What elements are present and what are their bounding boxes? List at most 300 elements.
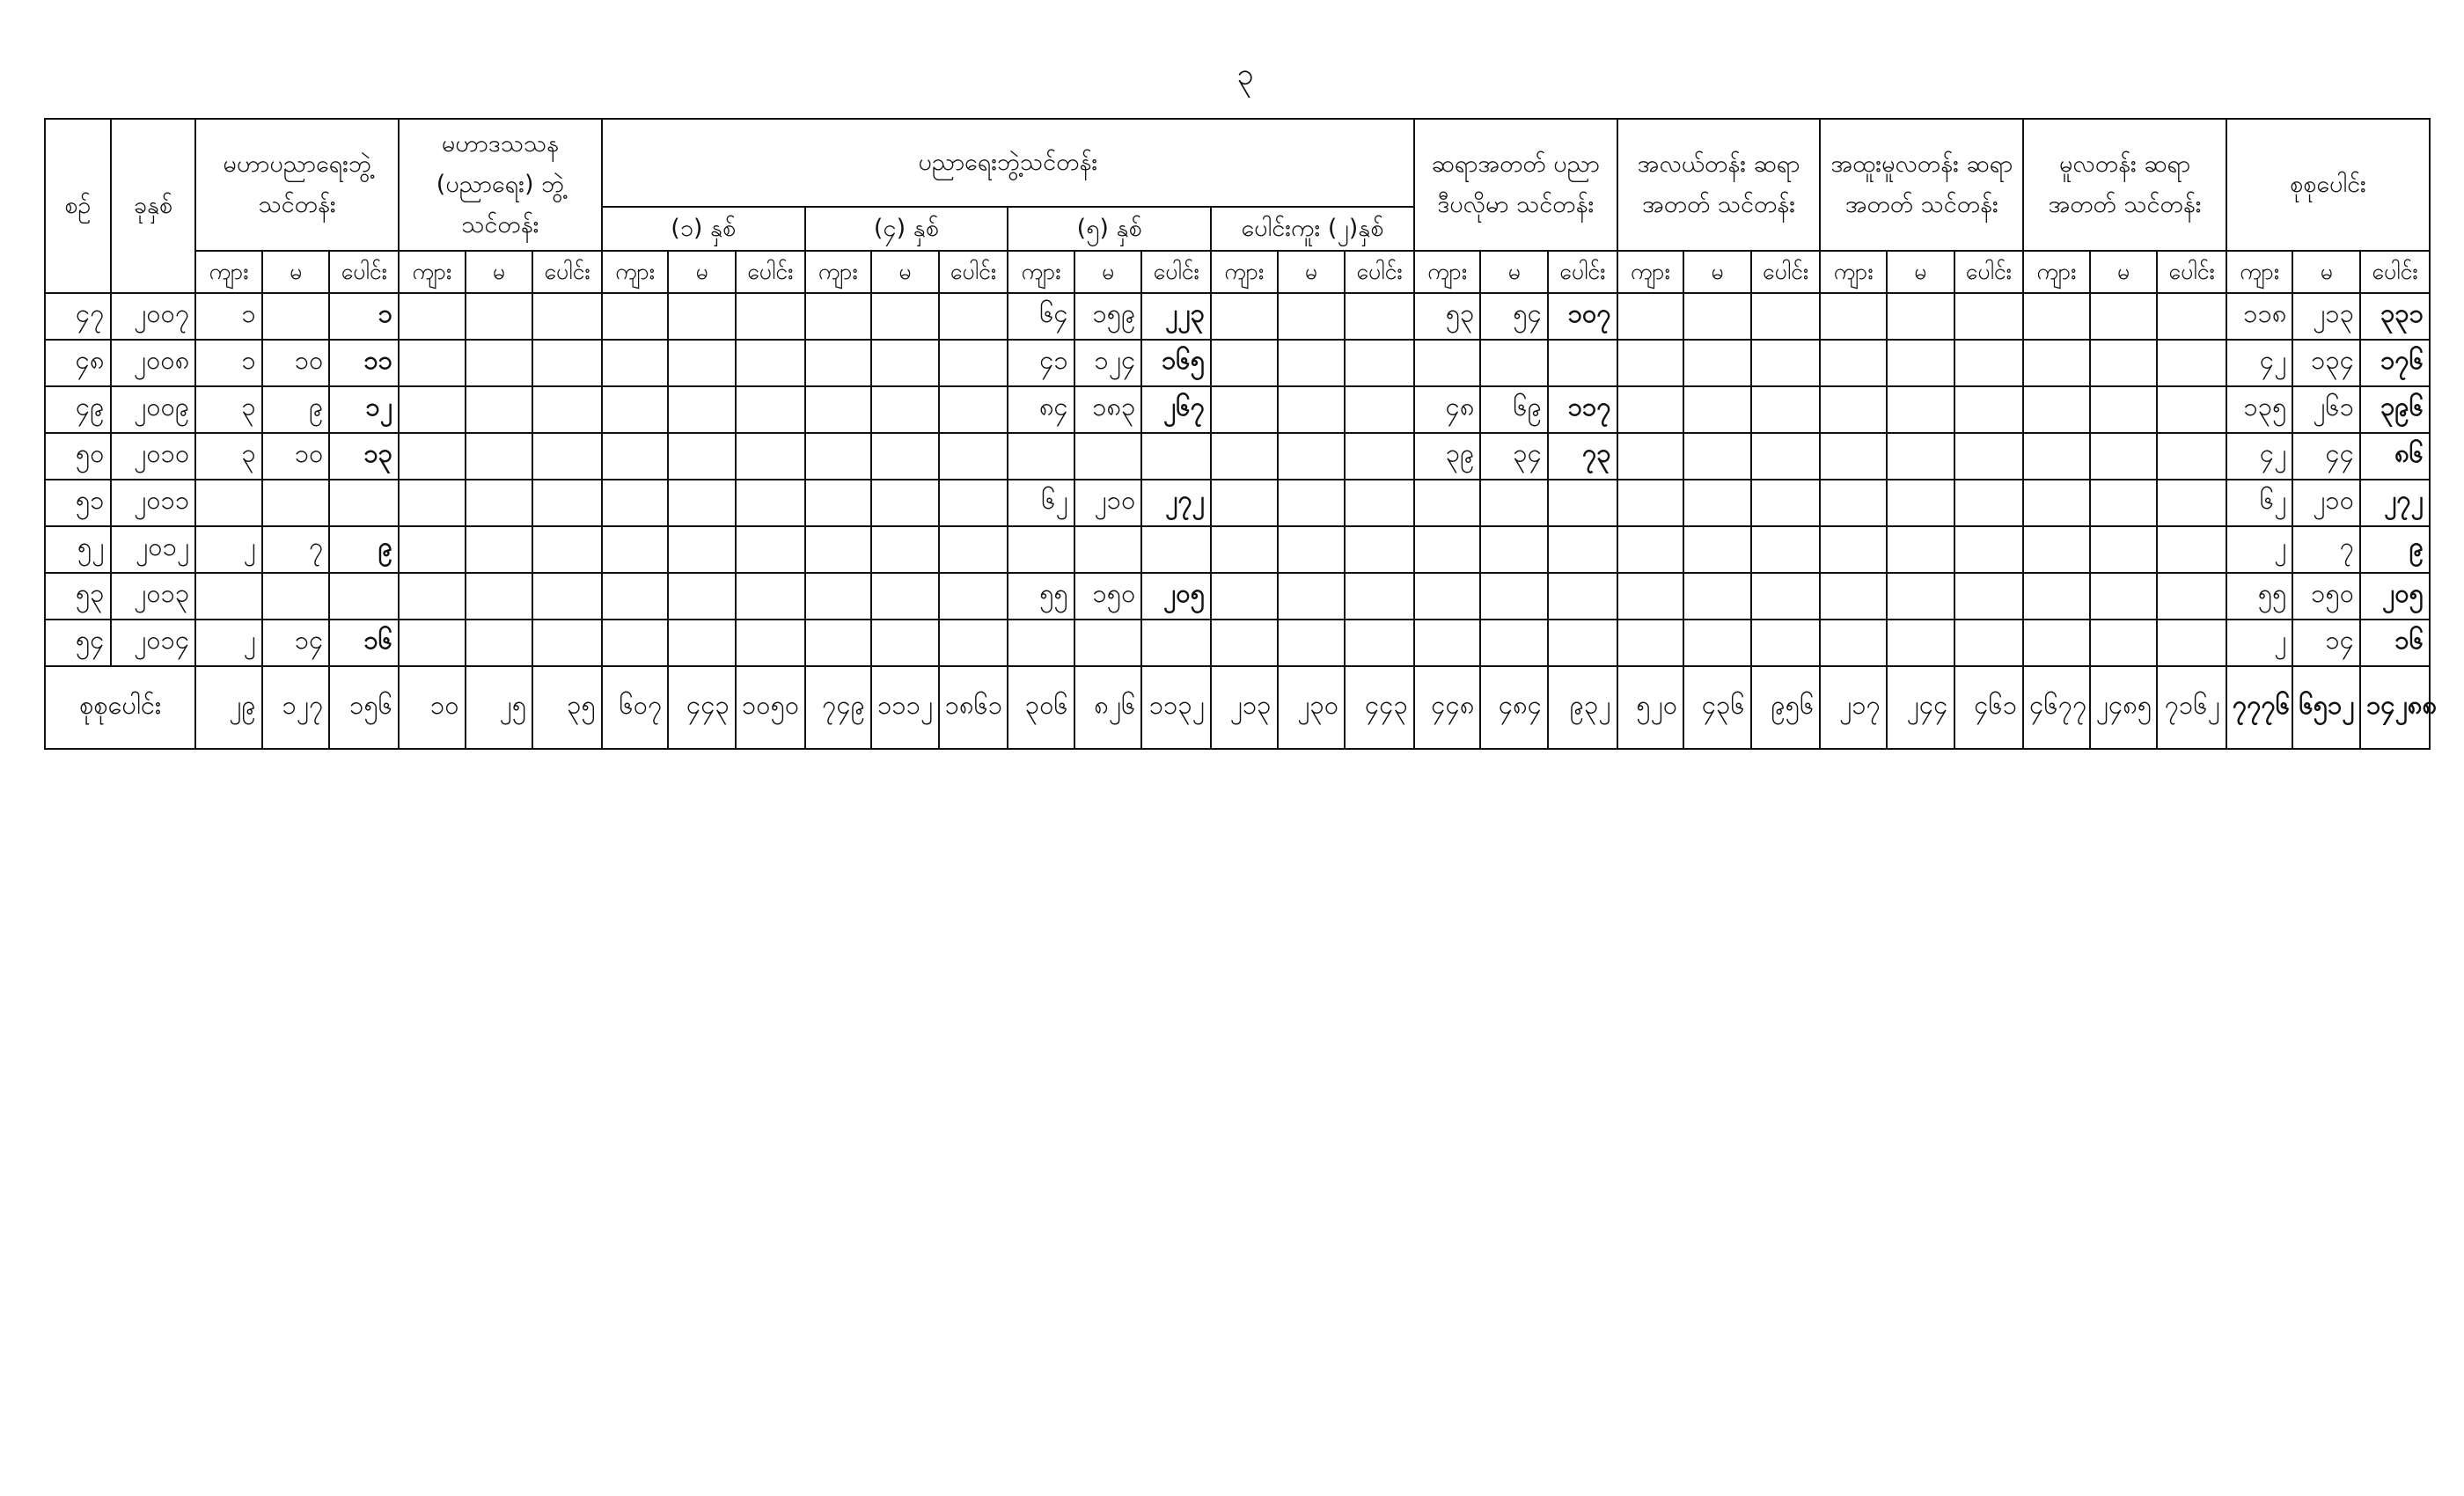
table-cell: [1345, 573, 1414, 620]
table-cell: [399, 620, 466, 666]
table-cell: [399, 293, 466, 340]
table-cell: ၇: [262, 526, 330, 573]
table-cell: [1008, 620, 1074, 666]
totals-cell: ၂၄၄: [1887, 666, 1954, 749]
table-cell: [1008, 433, 1074, 480]
table-cell: [2090, 526, 2158, 573]
table-cell: ၁၇၆: [2360, 340, 2430, 386]
table-cell: [1480, 620, 1548, 666]
header-total: ပေါင်း: [1548, 251, 1617, 293]
table-cell: [668, 526, 736, 573]
table-cell: [736, 433, 805, 480]
table-cell: [1820, 573, 1887, 620]
table-cell: [805, 620, 872, 666]
table-cell: [736, 386, 805, 433]
totals-cell: ၂၅: [466, 666, 533, 749]
table-cell: ၂၆၁: [2292, 386, 2360, 433]
table-cell: [1008, 526, 1074, 573]
table-cell: ၅၄: [1480, 293, 1548, 340]
header-grand-total: စုစုပေါင်း: [2226, 119, 2430, 251]
table-cell: ၃၄: [1480, 433, 1548, 480]
table-cell: [466, 433, 533, 480]
table-cell: [1954, 526, 2024, 573]
table-cell: [1548, 620, 1617, 666]
table-cell: [1480, 340, 1548, 386]
table-cell: [2090, 573, 2158, 620]
table-cell: [1074, 526, 1142, 573]
table-cell: [668, 480, 736, 526]
table-cell: [1548, 340, 1617, 386]
table-cell: [2090, 433, 2158, 480]
table-cell: [2023, 433, 2090, 480]
table-cell: ၁၃၅: [2226, 386, 2293, 433]
table-cell: [2157, 340, 2226, 386]
table-cell: [466, 386, 533, 433]
table-cell: [329, 480, 399, 526]
header-male: ကျား: [1617, 251, 1684, 293]
table-cell: [399, 526, 466, 573]
table-cell: [871, 480, 939, 526]
table-cell: [1548, 526, 1617, 573]
table-cell: ၁၄: [2292, 620, 2360, 666]
row-year: ၂၀၀၇: [111, 293, 196, 340]
table-cell: [532, 620, 602, 666]
table-cell: [1141, 620, 1211, 666]
table-cell: ၅၅: [1008, 573, 1074, 620]
header-total: ပေါင်း: [532, 251, 602, 293]
table-cell: [1345, 480, 1414, 526]
table-cell: [1211, 620, 1278, 666]
table-cell: ၁၆: [329, 620, 399, 666]
header-total: ပေါင်း: [736, 251, 805, 293]
totals-cell: ၄၄၃: [668, 666, 736, 749]
header-female: မ: [1480, 251, 1548, 293]
table-cell: [1278, 386, 1346, 433]
table-cell: ၂၇၂: [2360, 480, 2430, 526]
totals-cell: ၆၅၁၂: [2292, 666, 2360, 749]
header-male: ကျား: [195, 251, 262, 293]
table-cell: ၁၄: [262, 620, 330, 666]
header-male: ကျား: [1211, 251, 1278, 293]
header-bed-5-year: (၅) နှစ်: [1008, 207, 1211, 251]
table-cell: [1345, 526, 1414, 573]
table-cell: [1683, 620, 1751, 666]
table-cell: [1345, 293, 1414, 340]
table-cell: [1751, 293, 1821, 340]
table-cell: ၂၁၃: [2292, 293, 2360, 340]
table-cell: [939, 293, 1008, 340]
table-cell: [1887, 620, 1954, 666]
table-cell: [1617, 620, 1684, 666]
header-male: ကျား: [602, 251, 669, 293]
table-cell: ၇၃: [1548, 433, 1617, 480]
table-cell: [1820, 386, 1887, 433]
table-cell: [602, 433, 669, 480]
table-cell: [602, 526, 669, 573]
table-cell: [668, 386, 736, 433]
header-male: ကျား: [2226, 251, 2293, 293]
row-number: ၅၀: [45, 433, 111, 480]
table-cell: ၄၄: [2292, 433, 2360, 480]
table-cell: ၁: [329, 293, 399, 340]
table-cell: [1211, 573, 1278, 620]
totals-cell: ၁၁၃၂: [1141, 666, 1211, 749]
table-cell: [1954, 386, 2024, 433]
table-cell: ၁၀: [262, 433, 330, 480]
header-bed-bridging-2-year: ပေါင်းကူး (၂)နှစ်: [1211, 207, 1414, 251]
table-cell: [2023, 386, 2090, 433]
table-cell: ၂: [195, 526, 262, 573]
table-cell: [1887, 480, 1954, 526]
table-cell: [466, 340, 533, 386]
table-cell: ၁: [195, 293, 262, 340]
header-med-course: မဟာပညာရေးဘွဲ့ သင်တန်း: [195, 119, 399, 251]
table-cell: [1617, 293, 1684, 340]
table-cell: [2023, 480, 2090, 526]
table-cell: [602, 293, 669, 340]
row-number: ၄၉: [45, 386, 111, 433]
table-cell: [1211, 386, 1278, 433]
totals-cell: ၈၂၆: [1074, 666, 1142, 749]
table-cell: [1887, 386, 1954, 433]
totals-cell: ၁၀: [399, 666, 466, 749]
table-cell: [1954, 433, 2024, 480]
table-cell: [1548, 573, 1617, 620]
totals-cell: ၂၁၃: [1211, 666, 1278, 749]
totals-cell: ၂၄၈၅: [2090, 666, 2158, 749]
table-cell: ၄၂: [2226, 433, 2293, 480]
table-cell: [668, 340, 736, 386]
table-cell: ၁၃: [329, 433, 399, 480]
table-cell: [2023, 620, 2090, 666]
table-cell: [1278, 620, 1346, 666]
table-cell: ၈၆: [2360, 433, 2430, 480]
table-cell: [602, 340, 669, 386]
table-cell: [1278, 573, 1346, 620]
table-cell: [939, 620, 1008, 666]
table-cell: [1751, 620, 1821, 666]
table-cell: [2157, 620, 2226, 666]
table-cell: [1683, 386, 1751, 433]
table-cell: ၁၅၉: [1074, 293, 1142, 340]
table-cell: [805, 386, 872, 433]
table-cell: [668, 620, 736, 666]
table-cell: [939, 386, 1008, 433]
header-total: ပေါင်း: [1954, 251, 2024, 293]
table-cell: ၃၃၁: [2360, 293, 2430, 340]
totals-cell: ၇၄၉: [805, 666, 872, 749]
table-row: [45, 480, 2430, 526]
table-cell: ၆၉: [1480, 386, 1548, 433]
totals-cell: ၄၆၇၇: [2023, 666, 2090, 749]
table-cell: ၂၀၅: [2360, 573, 2430, 620]
table-cell: [1751, 433, 1821, 480]
totals-cell: ၂၃၀: [1278, 666, 1346, 749]
header-female: မ: [1074, 251, 1142, 293]
table-cell: [871, 340, 939, 386]
table-cell: [602, 620, 669, 666]
table-cell: [1954, 293, 2024, 340]
table-cell: [1820, 620, 1887, 666]
table-cell: ၁၂၄: [1074, 340, 1142, 386]
table-cell: [399, 386, 466, 433]
table-cell: [1074, 620, 1142, 666]
row-number: ၅၁: [45, 480, 111, 526]
table-cell: [1954, 340, 2024, 386]
table-cell: ၁၆: [2360, 620, 2430, 666]
table-cell: [939, 573, 1008, 620]
header-special-primary-teacher-course: အထူးမူလတန်း ဆရာအတတ် သင်တန်း: [1820, 119, 2023, 251]
table-cell: ၁၆၅: [1141, 340, 1211, 386]
totals-cell: ၁၄၂၈၈: [2360, 666, 2430, 749]
table-row: [45, 340, 2430, 386]
table-cell: ၂: [2226, 620, 2293, 666]
table-cell: [466, 620, 533, 666]
table-cell: [532, 340, 602, 386]
table-cell: ၂၇၂: [1141, 480, 1211, 526]
header-mphil-course: မဟာဒသသန (ပညာရေး) ဘွဲ့သင်တန်း: [399, 119, 602, 251]
table-cell: ၉: [329, 526, 399, 573]
table-cell: ၅၅: [2226, 573, 2293, 620]
header-male: ကျား: [399, 251, 466, 293]
table-cell: [805, 433, 872, 480]
table-cell: [1617, 340, 1684, 386]
table-cell: [1617, 386, 1684, 433]
table-cell: [1683, 573, 1751, 620]
table-cell: [2157, 526, 2226, 573]
table-cell: ၁: [195, 340, 262, 386]
header-female: မ: [871, 251, 939, 293]
totals-cell: ၉၅၆: [1751, 666, 1821, 749]
table-cell: [1414, 526, 1481, 573]
table-cell: [1211, 526, 1278, 573]
table-row: [45, 433, 2430, 480]
header-total: ပေါင်း: [939, 251, 1008, 293]
table-cell: [736, 573, 805, 620]
table-cell: [736, 293, 805, 340]
header-male: ကျား: [1008, 251, 1074, 293]
row-year: ၂၀၀၈: [111, 340, 196, 386]
table-cell: [1887, 433, 1954, 480]
table-cell: [805, 293, 872, 340]
totals-cell: ၉၃၂: [1548, 666, 1617, 749]
table-cell: [736, 340, 805, 386]
table-cell: [1211, 433, 1278, 480]
table-cell: ၁၃၄: [2292, 340, 2360, 386]
table-cell: [532, 293, 602, 340]
table-cell: ၂: [2226, 526, 2293, 573]
table-cell: [1751, 340, 1821, 386]
header-total: ပေါင်း: [2360, 251, 2430, 293]
table-cell: ၄၈: [1414, 386, 1481, 433]
table-cell: ၁၈၃: [1074, 386, 1142, 433]
table-cell: [1887, 573, 1954, 620]
table-cell: [1820, 480, 1887, 526]
table-cell: [1751, 526, 1821, 573]
totals-cell: ၄၄၈: [1414, 666, 1481, 749]
table-cell: [532, 433, 602, 480]
header-total: ပေါင်း: [1345, 251, 1414, 293]
table-cell: [668, 433, 736, 480]
table-cell: ၁၁၇: [1548, 386, 1617, 433]
table-cell: ၅၃: [1414, 293, 1481, 340]
table-cell: ၁၁၈: [2226, 293, 2293, 340]
header-female: မ: [1887, 251, 1954, 293]
table-cell: [466, 573, 533, 620]
header-total: ပေါင်း: [1141, 251, 1211, 293]
totals-cell: ၃၀၆: [1008, 666, 1074, 749]
table-cell: [1480, 526, 1548, 573]
totals-cell: ၂၉: [195, 666, 262, 749]
table-cell: [1617, 433, 1684, 480]
header-bed-course: ပညာရေးဘွဲ့သင်တန်း: [602, 119, 1414, 207]
header-female: မ: [2090, 251, 2158, 293]
table-cell: ၆၄: [1008, 293, 1074, 340]
table-cell: [532, 386, 602, 433]
table-row: [45, 386, 2430, 433]
header-dte-course: ဆရာအတတ် ပညာဒီပလိုမာ သင်တန်း: [1414, 119, 1617, 251]
table-cell: [1548, 480, 1617, 526]
header-total: ပေါင်း: [329, 251, 399, 293]
table-cell: [1683, 526, 1751, 573]
table-cell: [871, 293, 939, 340]
table-cell: [1345, 620, 1414, 666]
header-year: ခုနှစ်: [111, 119, 196, 293]
table-cell: ၁၀၇: [1548, 293, 1617, 340]
table-cell: [1751, 480, 1821, 526]
table-cell: [466, 480, 533, 526]
table-cell: [2023, 293, 2090, 340]
table-cell: [2157, 386, 2226, 433]
table-cell: [1278, 433, 1346, 480]
row-year: ၂၀၁၃: [111, 573, 196, 620]
table-cell: [2090, 340, 2158, 386]
totals-cell: ၂၁၇: [1820, 666, 1887, 749]
totals-cell: ၅၂၀: [1617, 666, 1684, 749]
table-cell: [1278, 293, 1346, 340]
table-cell: [262, 480, 330, 526]
totals-cell: ၁၂၇: [262, 666, 330, 749]
header-female: မ: [1278, 251, 1346, 293]
header-male: ကျား: [805, 251, 872, 293]
table-cell: [2157, 573, 2226, 620]
table-cell: ၂၁၀: [1074, 480, 1142, 526]
table-cell: [736, 526, 805, 573]
table-cell: [1954, 480, 2024, 526]
header-male: ကျား: [1414, 251, 1481, 293]
table-cell: [1820, 433, 1887, 480]
table-cell: [668, 293, 736, 340]
teacher-training-statistics-table: [44, 118, 2438, 750]
table-cell: [2157, 433, 2226, 480]
totals-cell: ၇၇၇၆: [2226, 666, 2293, 749]
table-cell: [1414, 340, 1481, 386]
table-cell: [466, 293, 533, 340]
table-cell: [1751, 386, 1821, 433]
table-cell: [1480, 573, 1548, 620]
table-cell: [1820, 526, 1887, 573]
table-cell: [1414, 573, 1481, 620]
table-cell: ၄၂: [2226, 340, 2293, 386]
table-cell: [532, 526, 602, 573]
row-year: ၂၀၁၂: [111, 526, 196, 573]
table-cell: ၁၅၀: [2292, 573, 2360, 620]
header-middle-school-teacher-course: အလယ်တန်း ဆရာအတတ် သင်တန်း: [1617, 119, 1821, 251]
table-cell: [1414, 480, 1481, 526]
table-cell: [871, 526, 939, 573]
totals-cell: ၃၅: [532, 666, 602, 749]
table-cell: [2023, 340, 2090, 386]
table-cell: [1211, 340, 1278, 386]
table-cell: [939, 340, 1008, 386]
table-cell: [1480, 480, 1548, 526]
header-total: ပေါင်း: [2157, 251, 2226, 293]
totals-cell: ၄၃၆: [1683, 666, 1751, 749]
table-row: [45, 293, 2430, 340]
table-cell: ၂၁၀: [2292, 480, 2360, 526]
table-cell: [1345, 340, 1414, 386]
table-cell: ၆၂: [1008, 480, 1074, 526]
table-cell: [871, 433, 939, 480]
header-male: ကျား: [1820, 251, 1887, 293]
row-year: ၂၀၁၀: [111, 433, 196, 480]
header-female: မ: [466, 251, 533, 293]
table-cell: [195, 480, 262, 526]
table-cell: [668, 573, 736, 620]
table-cell: [736, 480, 805, 526]
table-row: [45, 620, 2430, 666]
table-cell: ၂၆၇: [1141, 386, 1211, 433]
row-number: ၅၂: [45, 526, 111, 573]
table-cell: [2090, 480, 2158, 526]
table-cell: [939, 526, 1008, 573]
table-cell: ၄၁: [1008, 340, 1074, 386]
header-female: မ: [262, 251, 330, 293]
table-cell: [2157, 480, 2226, 526]
table-cell: ၃: [195, 433, 262, 480]
header-male: ကျား: [2023, 251, 2090, 293]
table-cell: [2023, 573, 2090, 620]
table-cell: ၉: [262, 386, 330, 433]
totals-cell: ၁၁၁၂: [871, 666, 939, 749]
table-cell: [602, 573, 669, 620]
table-cell: [1887, 526, 1954, 573]
table-cell: [1683, 293, 1751, 340]
table-cell: [1278, 526, 1346, 573]
totals-cell: ၄၈၄: [1480, 666, 1548, 749]
table-cell: [805, 526, 872, 573]
header-bed-1-year: (၁) နှစ်: [602, 207, 805, 251]
table-cell: ၁၅၀: [1074, 573, 1142, 620]
table-cell: [262, 293, 330, 340]
table-cell: [1683, 480, 1751, 526]
table-cell: ၃၉: [1414, 433, 1481, 480]
table-cell: [2090, 386, 2158, 433]
table-cell: [2090, 293, 2158, 340]
table-cell: [939, 433, 1008, 480]
table-cell: [532, 480, 602, 526]
table-row: [45, 526, 2430, 573]
header-female: မ: [2292, 251, 2360, 293]
totals-cell: ၁၅၆: [329, 666, 399, 749]
table-cell: [399, 480, 466, 526]
table-cell: [1278, 340, 1346, 386]
table-cell: [1887, 293, 1954, 340]
row-number: ၄၇: [45, 293, 111, 340]
table-cell: [1141, 526, 1211, 573]
table-cell: [1683, 433, 1751, 480]
table-cell: [1887, 340, 1954, 386]
